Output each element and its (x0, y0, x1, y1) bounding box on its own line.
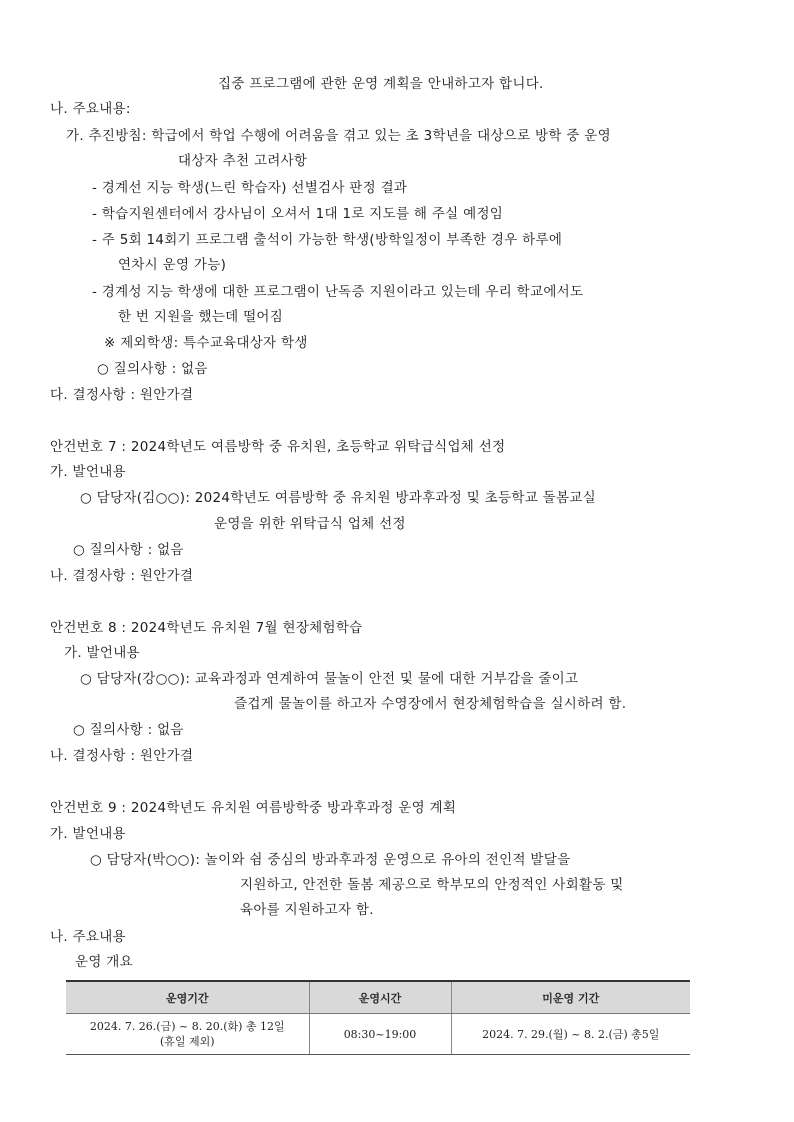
period-main: 2024. 7. 26.(금) ~ 8. 20.(화) 총 12일 (89, 1020, 285, 1033)
inquiry-line: ○ 질의사항 : 없음 (97, 361, 208, 377)
agenda-7-title: 안건번호 7 : 2024학년도 여름방학 중 유치원, 초등학교 위탁급식업체 선정 (50, 439, 506, 455)
period-note: (휴일 제외) (159, 1035, 215, 1048)
criteria-item-cont: 연차시 운영 가능) (118, 257, 227, 273)
statement-line: ○ 담당자(김○○): 2024학년도 여름방학 중 유치원 방과후과정 및 초등학교 돌봄교실 (80, 490, 596, 506)
exclusion-note: ※ 제외학생: 특수교육대상자 학생 (104, 335, 308, 351)
cell-period (66, 1014, 309, 1055)
operation-overview-table (66, 980, 690, 1055)
table-row (66, 1014, 690, 1055)
decision-line: 나. 결정사항 : 원안가결 (50, 568, 194, 584)
policy-line-cont: 대상자 추천 고려사항 (178, 153, 308, 169)
decision-line: 나. 결정사항 : 원안가결 (50, 748, 194, 764)
agenda-8-title: 안건번호 8 : 2024학년도 유치원 7월 현장체험학습 (50, 620, 363, 636)
statement-line-cont: 지원하고, 안전한 돌봄 제공으로 학부모의 안정적인 사회활동 및 (240, 877, 624, 893)
inquiry-line: ○ 질의사항 : 없음 (73, 722, 184, 738)
inquiry-line: ○ 질의사항 : 없음 (73, 542, 184, 558)
statement-line-cont: 운영을 위한 위탁급식 업체 선정 (214, 516, 406, 532)
section-heading: 나. 주요내용: (50, 101, 131, 117)
header-closed: 미운영 기간 (451, 981, 690, 1014)
policy-line: 가. 추진방침: 학급에서 학업 수행에 어려움을 겪고 있는 초 3학년을 대상으로 방학 중 운영 (66, 128, 611, 144)
cell-closed: 2024. 7. 29.(월) ~ 8. 2.(금) 총5일 (451, 1014, 690, 1055)
criteria-item: - 주 5회 14회기 프로그램 출석이 가능한 학생(방학일정이 부족한 경우 하루에 (92, 232, 563, 248)
statement-heading: 가. 발언내용 (64, 645, 140, 661)
decision-line: 다. 결정사항 : 원안가결 (50, 387, 194, 403)
statement-line-cont: 육아를 지원하고자 함. (240, 902, 374, 918)
statement-heading: 가. 발언내용 (50, 826, 126, 842)
criteria-item: - 학습지원센터에서 강사님이 오셔서 1대 1로 지도를 해 주실 예정임 (92, 206, 504, 222)
statement-line-cont: 즐겁게 물놀이를 하고자 수영장에서 현장체험학습을 실시하려 함. (234, 696, 627, 712)
criteria-item: - 경계성 지능 학생에 대한 프로그램이 난독증 지원이라고 있는데 우리 학교에서도 (92, 284, 584, 300)
statement-line: ○ 담당자(강○○): 교육과정과 연계하여 물놀이 안전 및 물에 대한 거부감을 줄이고 (80, 671, 579, 687)
statement-heading: 가. 발언내용 (50, 464, 126, 480)
criteria-item: - 경계선 지능 학생(느린 학습자) 선별검사 판정 결과 (92, 180, 408, 196)
overview-heading: 운영 개요 (75, 954, 133, 970)
intro-line: 집중 프로그램에 관한 운영 계획을 안내하고자 합니다. (218, 76, 544, 92)
header-period: 운영기간 (66, 981, 309, 1014)
cell-hours: 08:30~19:00 (309, 1014, 451, 1055)
criteria-item-cont: 한 번 지원을 했는데 떨어짐 (118, 309, 284, 325)
table-header-row (66, 981, 690, 1014)
header-hours: 운영시간 (309, 981, 451, 1014)
agenda-9-title: 안건번호 9 : 2024학년도 유치원 여름방학중 방과후과정 운영 계획 (50, 800, 457, 816)
statement-line: ○ 담당자(박○○): 놀이와 쉼 중심의 방과후과정 운영으로 유아의 전인적 발달을 (90, 852, 571, 868)
section-heading: 나. 주요내용 (50, 929, 126, 945)
